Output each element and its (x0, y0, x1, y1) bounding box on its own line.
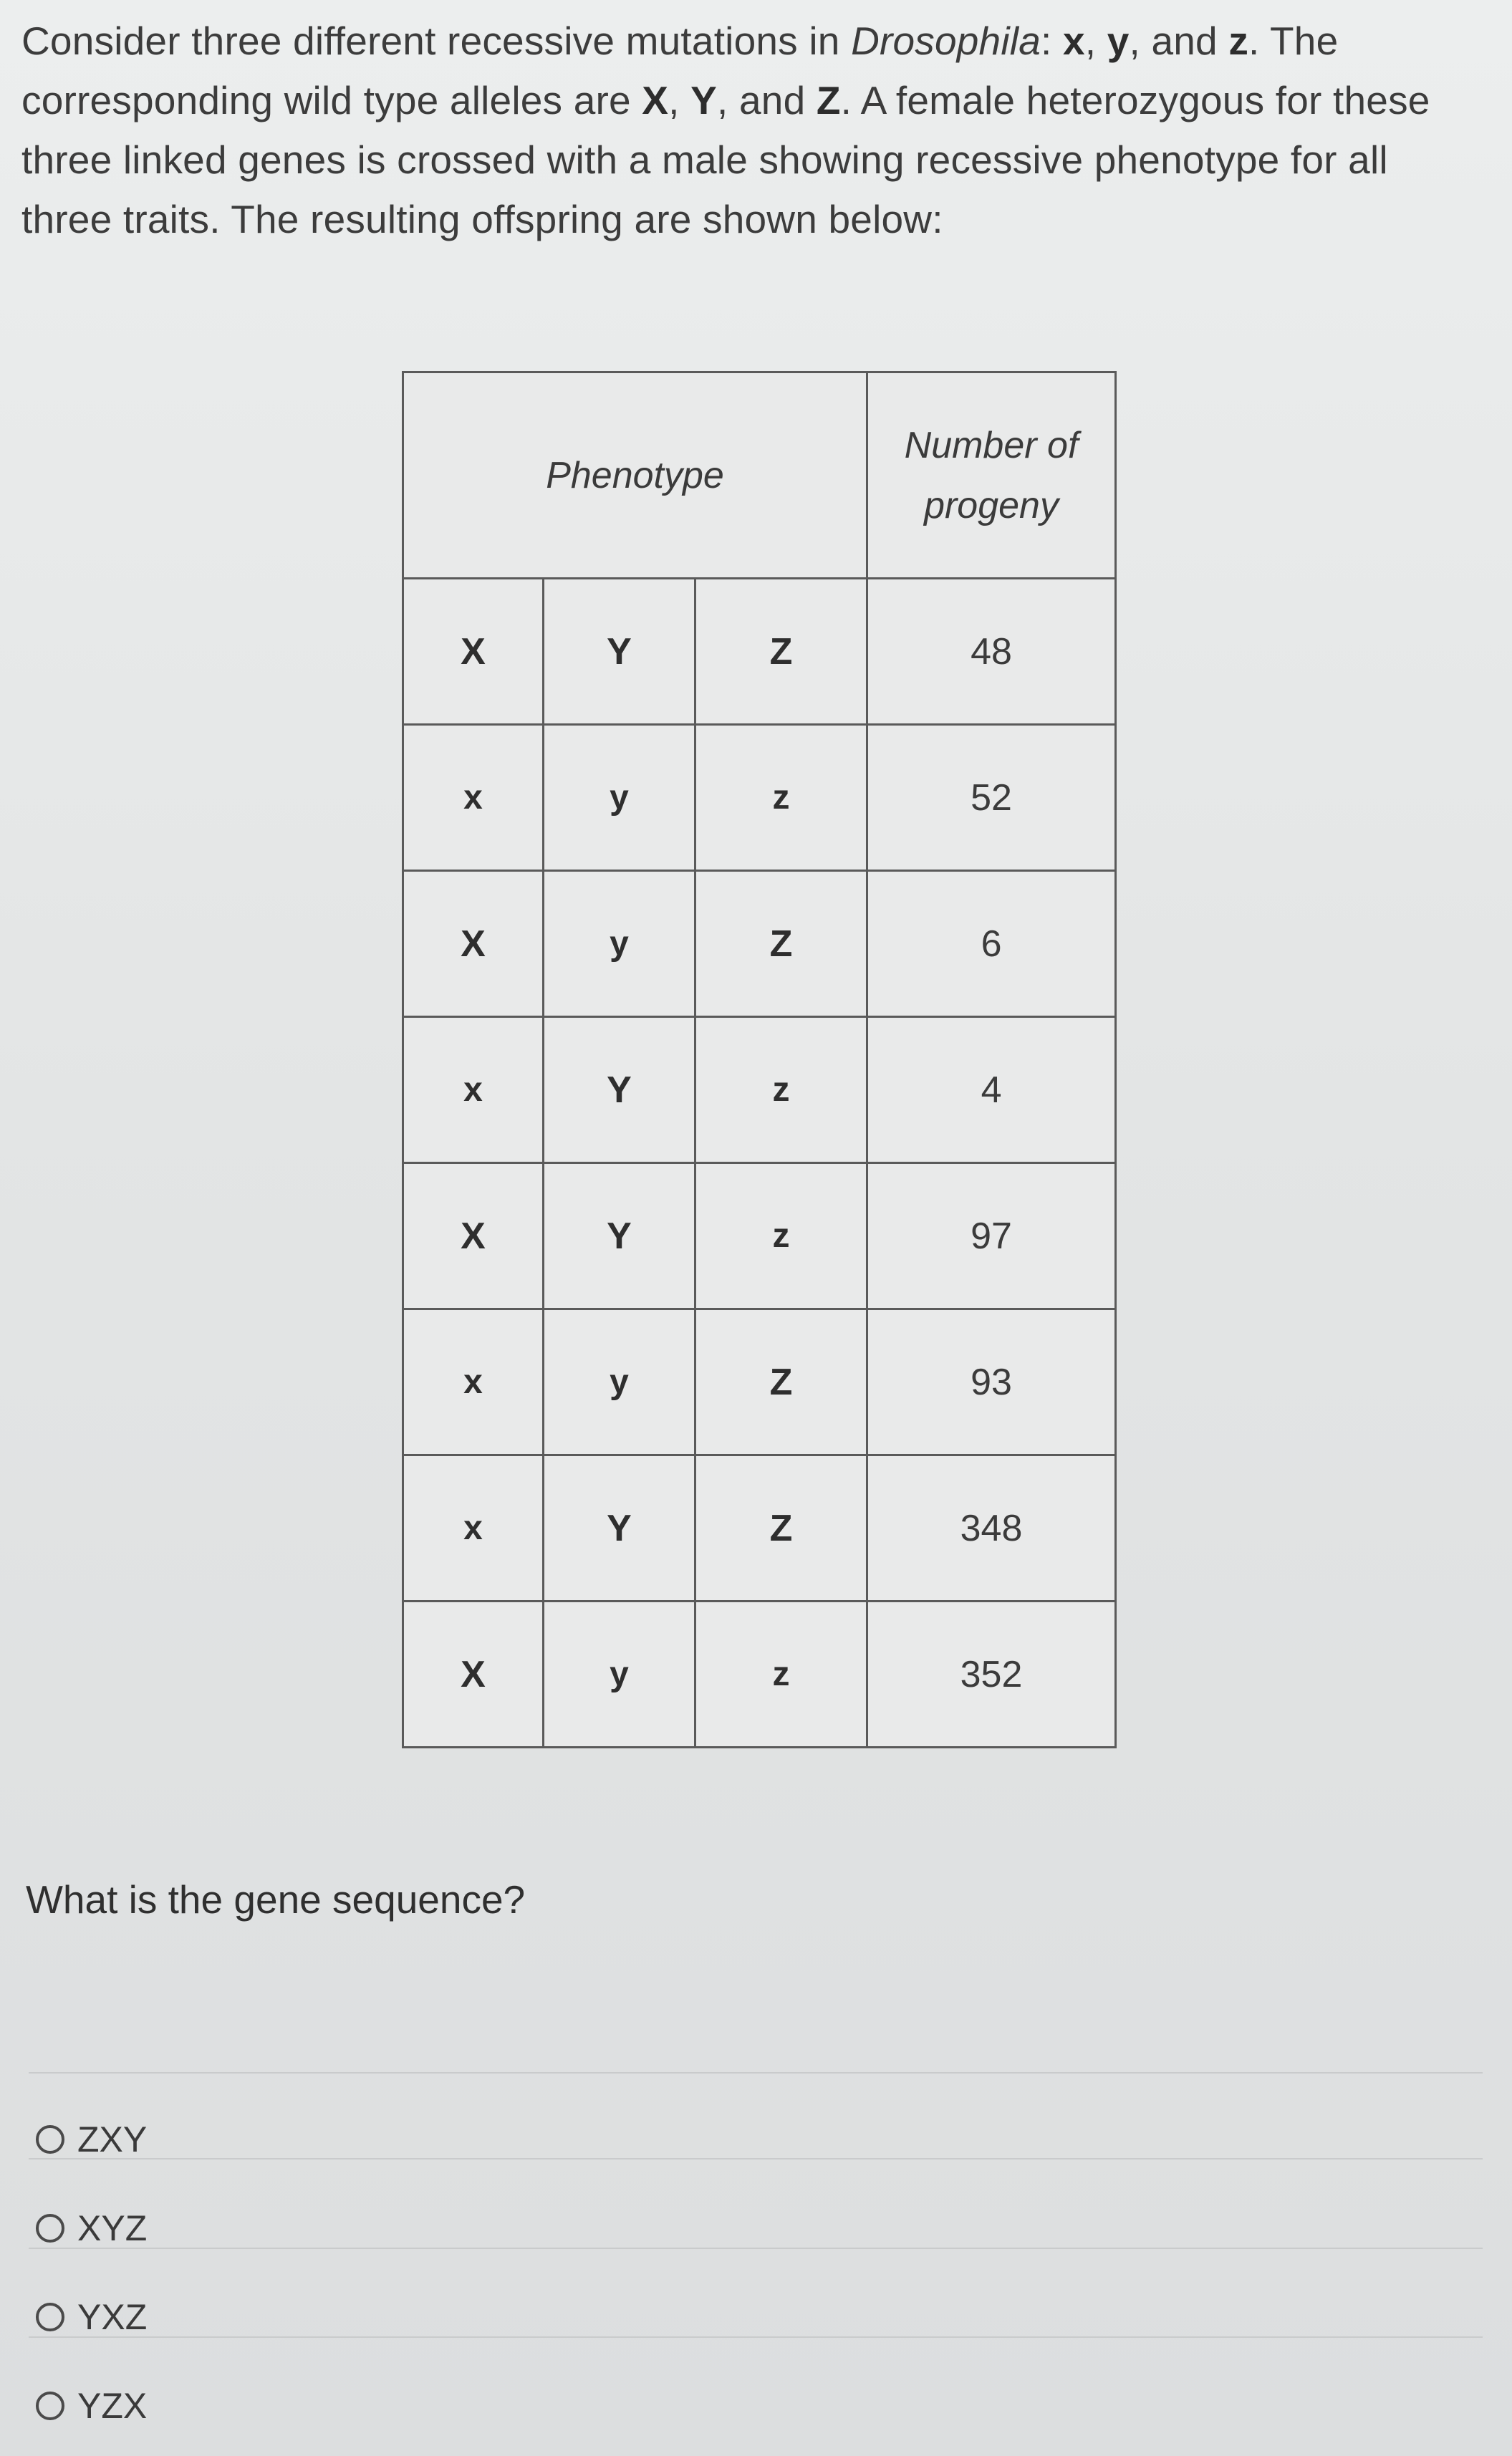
option-label: YZX (77, 2386, 148, 2426)
table-header-row (403, 372, 1116, 579)
allele-x-cell: x (403, 1017, 544, 1163)
allele-x-cell: X (403, 871, 544, 1017)
radio-button[interactable] (36, 2303, 64, 2331)
allele-z-cell: Z (695, 1309, 867, 1455)
progeny-count-cell: 93 (867, 1309, 1116, 1455)
allele-y-cell: Y (544, 579, 695, 725)
option-label: ZXY (77, 2119, 148, 2159)
table-row (403, 579, 1116, 725)
allele-y-cell: y (544, 1602, 695, 1748)
question-prompt: What is the gene sequence? (26, 1877, 526, 1922)
phenotype-header: Phenotype (403, 372, 867, 579)
progeny-count-cell: 352 (867, 1602, 1116, 1748)
answer-option-yxz[interactable] (36, 2296, 147, 2338)
allele-x-cell: X (403, 1163, 544, 1309)
divider (29, 2248, 1483, 2249)
progeny-count-header: Number of progeny (867, 372, 1116, 579)
table-row (403, 1017, 1116, 1163)
question-text: Consider three different recessive mutations in Drosophila: x, y, and z. The corresponding wild type alleles are X, Y, and Z. A female heterozygous for these three linked genes is crossed with a male showing recessive phenotype for all three traits. The resulting offspring are shown below: (21, 19, 1430, 241)
organism-name: Drosophila (851, 19, 1041, 63)
answer-option-yzx[interactable] (36, 2385, 147, 2427)
allele-z-cell: Z (695, 579, 867, 725)
allele-x-cell: X (403, 579, 544, 725)
allele-z-cell: Z (695, 871, 867, 1017)
divider (29, 2072, 1483, 2074)
radio-button[interactable] (36, 2392, 64, 2420)
allele-y-cell: y (544, 725, 695, 871)
progeny-count-cell: 348 (867, 1455, 1116, 1602)
progeny-count-cell: 48 (867, 579, 1116, 725)
answer-option-zxy[interactable] (36, 2119, 147, 2160)
allele-z-cell: Z (695, 1455, 867, 1602)
allele-z-cell: z (695, 1163, 867, 1309)
answer-option-xyz[interactable] (36, 2207, 147, 2249)
progeny-count-cell: 6 (867, 871, 1116, 1017)
radio-button[interactable] (36, 2214, 64, 2243)
allele-y-cell: Y (544, 1017, 695, 1163)
progeny-count-cell: 52 (867, 725, 1116, 871)
divider (29, 2336, 1483, 2338)
allele-z-cell: z (695, 1602, 867, 1748)
allele-y-cell: Y (544, 1163, 695, 1309)
table-row (403, 1602, 1116, 1748)
allele-y-cell: y (544, 871, 695, 1017)
table-row (403, 725, 1116, 871)
progeny-count-cell: 4 (867, 1017, 1116, 1163)
allele-x-cell: X (403, 1602, 544, 1748)
table-row (403, 1163, 1116, 1309)
table-row (403, 871, 1116, 1017)
option-label: YXZ (77, 2297, 148, 2337)
allele-y-cell: Y (544, 1455, 695, 1602)
divider (29, 2158, 1483, 2159)
allele-y-cell: y (544, 1309, 695, 1455)
allele-x-cell: x (403, 1455, 544, 1602)
table-row (403, 1455, 1116, 1602)
allele-x-cell: x (403, 1309, 544, 1455)
progeny-count-cell: 97 (867, 1163, 1116, 1309)
allele-x-cell: x (403, 725, 544, 871)
progeny-table (402, 371, 1117, 1748)
table-row (403, 1309, 1116, 1455)
allele-z-cell: z (695, 1017, 867, 1163)
allele-z-cell: z (695, 725, 867, 871)
radio-button[interactable] (36, 2125, 64, 2154)
option-label: XYZ (77, 2208, 148, 2248)
